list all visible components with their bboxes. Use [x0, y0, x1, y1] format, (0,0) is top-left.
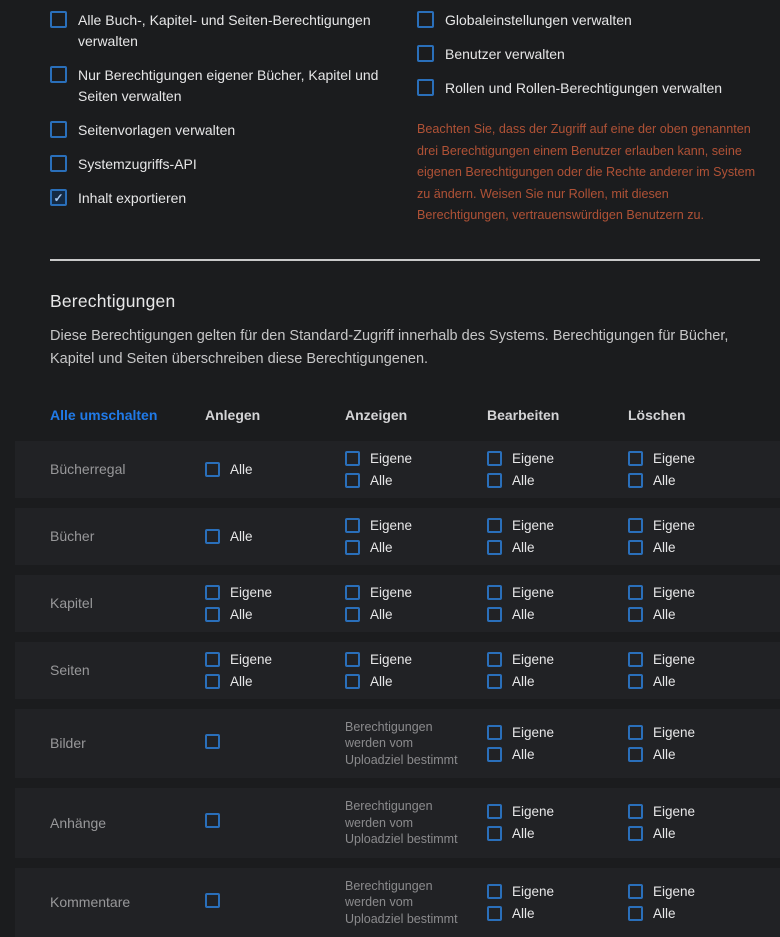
create-checkbox[interactable]: [205, 734, 220, 749]
table-row: [15, 868, 780, 937]
create-all-label[interactable]: Alle: [230, 607, 253, 622]
create-all[interactable]: [205, 529, 345, 544]
view-cell: [345, 798, 487, 848]
edit-cell: [487, 804, 628, 841]
table-row: [15, 441, 780, 498]
view-own[interactable]: [345, 451, 487, 466]
create-cell: [205, 733, 345, 754]
view-own-checkbox[interactable]: [345, 585, 360, 600]
upload-target-note: Berechtigungen werden vom Uploadziel bestimmt: [345, 798, 469, 848]
create-own-checkbox[interactable]: [205, 585, 220, 600]
view-all-checkbox[interactable]: [345, 540, 360, 555]
delete-all[interactable]: [628, 826, 780, 841]
edit-own-checkbox[interactable]: [487, 585, 502, 600]
system-permission-checkbox[interactable]: [417, 79, 434, 96]
delete-own-label[interactable]: Eigene: [653, 451, 695, 466]
system-permission-checkbox[interactable]: [50, 155, 67, 172]
system-permission-label[interactable]: Benutzer verwalten: [445, 44, 565, 65]
create-all-checkbox[interactable]: [205, 674, 220, 689]
view-all-checkbox[interactable]: [345, 607, 360, 622]
edit-own[interactable]: [487, 725, 628, 740]
edit-all-checkbox[interactable]: [487, 674, 502, 689]
delete-cell: [628, 652, 780, 689]
edit-own-label[interactable]: Eigene: [512, 518, 554, 533]
view-cell: [345, 719, 487, 769]
edit-own-checkbox[interactable]: [487, 518, 502, 533]
system-permission-label[interactable]: Inhalt exportieren: [78, 188, 186, 209]
edit-cell: [487, 652, 628, 689]
view-all-checkbox[interactable]: [345, 674, 360, 689]
system-permission-label[interactable]: Nur Berechtigungen eigener Bücher, Kapitel und Seiten verwalten: [78, 65, 390, 107]
delete-own[interactable]: [628, 451, 780, 466]
view-all[interactable]: [345, 674, 487, 689]
edit-own-label[interactable]: Eigene: [512, 804, 554, 819]
column-header-create: Anlegen: [205, 407, 345, 423]
delete-own-label[interactable]: Eigene: [653, 804, 695, 819]
create-all-label[interactable]: Alle: [230, 529, 253, 544]
delete-own-checkbox[interactable]: [628, 585, 643, 600]
delete-own-checkbox[interactable]: [628, 518, 643, 533]
create-checkbox[interactable]: [205, 893, 220, 908]
delete-own-label[interactable]: Eigene: [653, 518, 695, 533]
toggle-all-link[interactable]: Alle umschalten: [50, 407, 205, 423]
edit-all-label[interactable]: Alle: [512, 906, 535, 921]
edit-all[interactable]: [487, 906, 628, 921]
system-permission-checkbox[interactable]: [50, 189, 67, 206]
view-cell: [345, 518, 487, 555]
create-all[interactable]: [205, 607, 345, 622]
create-own-label[interactable]: Eigene: [230, 652, 272, 667]
create-all[interactable]: [205, 462, 345, 477]
view-own[interactable]: [345, 652, 487, 667]
delete-own-label[interactable]: Eigene: [653, 585, 695, 600]
delete-own[interactable]: [628, 518, 780, 533]
table-row: [15, 709, 780, 779]
view-all-label[interactable]: Alle: [370, 674, 393, 689]
entity-label: Anhänge: [50, 815, 205, 831]
entity-label: Kapitel: [50, 595, 205, 611]
delete-cell: [628, 804, 780, 841]
system-permission-label[interactable]: Systemzugriffs-API: [78, 154, 197, 175]
delete-cell: [628, 725, 780, 762]
delete-all-checkbox[interactable]: [628, 607, 643, 622]
system-permission-item[interactable]: [50, 65, 417, 107]
edit-own-checkbox[interactable]: [487, 652, 502, 667]
edit-own-label[interactable]: Eigene: [512, 884, 554, 899]
edit-all[interactable]: [487, 826, 628, 841]
table-header-row: [50, 407, 780, 423]
edit-all-label[interactable]: Alle: [512, 826, 535, 841]
column-header-view: Anzeigen: [345, 407, 487, 423]
view-own-label[interactable]: Eigene: [370, 652, 412, 667]
entity-label: Kommentare: [50, 894, 205, 910]
view-own-checkbox[interactable]: [345, 518, 360, 533]
upload-target-note: Berechtigungen werden vom Uploadziel bestimmt: [345, 719, 469, 769]
delete-all[interactable]: [628, 747, 780, 762]
create-all-checkbox[interactable]: [205, 529, 220, 544]
view-cell: [345, 652, 487, 689]
create-all-label[interactable]: Alle: [230, 462, 253, 477]
system-permissions-right-column: [417, 10, 762, 227]
delete-all-checkbox[interactable]: [628, 540, 643, 555]
edit-all-checkbox[interactable]: [487, 540, 502, 555]
edit-all[interactable]: [487, 540, 628, 555]
delete-own-checkbox[interactable]: [628, 725, 643, 740]
view-cell: [345, 878, 487, 928]
delete-own-label[interactable]: Eigene: [653, 652, 695, 667]
system-permission-label[interactable]: Globaleinstellungen verwalten: [445, 10, 632, 31]
delete-own[interactable]: [628, 652, 780, 667]
check-icon: ✓: [53, 192, 63, 204]
edit-all[interactable]: [487, 747, 628, 762]
delete-own-label[interactable]: Eigene: [653, 884, 695, 899]
edit-cell: [487, 518, 628, 555]
edit-all-label[interactable]: Alle: [512, 747, 535, 762]
edit-own[interactable]: [487, 518, 628, 533]
system-permission-checkbox[interactable]: [50, 11, 67, 28]
edit-cell: [487, 725, 628, 762]
system-permission-item[interactable]: [417, 44, 762, 65]
edit-all-label[interactable]: Alle: [512, 607, 535, 622]
delete-own[interactable]: [628, 884, 780, 899]
edit-all-checkbox[interactable]: [487, 607, 502, 622]
view-all-label[interactable]: Alle: [370, 473, 393, 488]
view-own-checkbox[interactable]: [345, 451, 360, 466]
system-permissions-right-list: [417, 10, 762, 99]
view-all-label[interactable]: Alle: [370, 607, 393, 622]
create-cell: [205, 529, 345, 544]
edit-own[interactable]: [487, 804, 628, 819]
table-body: [0, 441, 780, 937]
create-cell: [205, 812, 345, 833]
system-permission-label[interactable]: Rollen und Rollen-Berechtigungen verwalten: [445, 78, 722, 99]
edit-all[interactable]: [487, 607, 628, 622]
column-header-edit: Bearbeiten: [487, 407, 628, 423]
create-cell: [205, 585, 345, 622]
create-all-checkbox[interactable]: [205, 462, 220, 477]
entity-permissions-table: [0, 407, 780, 937]
permissions-heading: Berechtigungen: [50, 291, 760, 312]
edit-all[interactable]: [487, 674, 628, 689]
edit-own[interactable]: [487, 884, 628, 899]
delete-own[interactable]: [628, 804, 780, 819]
delete-own-checkbox[interactable]: [628, 804, 643, 819]
view-all[interactable]: [345, 607, 487, 622]
delete-all-checkbox[interactable]: [628, 747, 643, 762]
delete-all-label[interactable]: Alle: [653, 540, 676, 555]
delete-all-checkbox[interactable]: [628, 826, 643, 841]
system-permission-item[interactable]: [50, 120, 417, 141]
system-permission-checkbox[interactable]: [50, 121, 67, 138]
edit-own-checkbox[interactable]: [487, 804, 502, 819]
system-permissions-section: [0, 0, 780, 227]
edit-all-label[interactable]: Alle: [512, 674, 535, 689]
edit-cell: [487, 884, 628, 921]
create-all-checkbox[interactable]: [205, 607, 220, 622]
edit-own-label[interactable]: Eigene: [512, 652, 554, 667]
entity-label: Bilder: [50, 735, 205, 751]
create-all[interactable]: [205, 674, 345, 689]
edit-own[interactable]: [487, 451, 628, 466]
table-row: [15, 575, 780, 632]
edit-own-checkbox[interactable]: [487, 725, 502, 740]
entity-label: Seiten: [50, 662, 205, 678]
create-checkbox[interactable]: [205, 813, 220, 828]
edit-cell: [487, 451, 628, 488]
system-permission-label[interactable]: Alle Buch-, Kapitel- und Seiten-Berechtigungen verwalten: [78, 10, 390, 52]
delete-own-checkbox[interactable]: [628, 884, 643, 899]
view-all-label[interactable]: Alle: [370, 540, 393, 555]
table-row: [15, 508, 780, 565]
delete-all-label[interactable]: Alle: [653, 747, 676, 762]
delete-own[interactable]: [628, 585, 780, 600]
view-cell: [345, 585, 487, 622]
table-row: [15, 642, 780, 699]
view-cell: [345, 451, 487, 488]
system-permission-item[interactable]: [417, 10, 762, 31]
system-permission-checkbox[interactable]: [417, 11, 434, 28]
system-permissions-left-column: [50, 10, 417, 227]
edit-own-label[interactable]: Eigene: [512, 725, 554, 740]
system-permission-item[interactable]: [417, 78, 762, 99]
entity-label: Bücher: [50, 528, 205, 544]
delete-all[interactable]: [628, 607, 780, 622]
view-own[interactable]: [345, 518, 487, 533]
view-all-checkbox[interactable]: [345, 473, 360, 488]
create-own-label[interactable]: Eigene: [230, 585, 272, 600]
system-permission-item[interactable]: [50, 10, 417, 52]
create-own[interactable]: [205, 585, 345, 600]
create-cell: [205, 652, 345, 689]
view-own-label[interactable]: Eigene: [370, 518, 412, 533]
delete-cell: [628, 451, 780, 488]
create-own-checkbox[interactable]: [205, 652, 220, 667]
edit-all[interactable]: [487, 473, 628, 488]
delete-all[interactable]: [628, 674, 780, 689]
delete-all-checkbox[interactable]: [628, 906, 643, 921]
view-own-label[interactable]: Eigene: [370, 585, 412, 600]
view-all[interactable]: [345, 473, 487, 488]
permissions-description: Diese Berechtigungen gelten für den Standard-Zugriff innerhalb des Systems. Berechtigungen für Bücher, Kapitel und Seiten überschreiben diese Berechtigungenen.: [50, 325, 750, 371]
system-permission-label[interactable]: Seitenvorlagen verwalten: [78, 120, 235, 141]
edit-own[interactable]: [487, 652, 628, 667]
edit-own-label[interactable]: Eigene: [512, 585, 554, 600]
permissions-warning-text: Beachten Sie, dass der Zugriff auf eine der oben genannten drei Berechtigungen einem Benutzer erlauben kann, seine eigenen Berechtigungen oder die Rechte anderer im System zu ändern. Weisen Sie nur Rollen, mit diesen Berechtigungen, vertrauenswürdigen Benutzern zu.: [417, 119, 762, 227]
delete-all-label[interactable]: Alle: [653, 607, 676, 622]
delete-all[interactable]: [628, 906, 780, 921]
delete-all-label[interactable]: Alle: [653, 473, 676, 488]
delete-cell: [628, 884, 780, 921]
column-header-delete: Löschen: [628, 407, 780, 423]
delete-all[interactable]: [628, 540, 780, 555]
edit-own-checkbox[interactable]: [487, 884, 502, 899]
delete-own-checkbox[interactable]: [628, 652, 643, 667]
create-cell: [205, 462, 345, 477]
edit-all-checkbox[interactable]: [487, 473, 502, 488]
system-permission-checkbox[interactable]: [50, 66, 67, 83]
delete-all-label[interactable]: Alle: [653, 826, 676, 841]
delete-all[interactable]: [628, 473, 780, 488]
section-divider: [50, 259, 760, 261]
edit-all-label[interactable]: Alle: [512, 473, 535, 488]
delete-all-checkbox[interactable]: [628, 674, 643, 689]
view-own-label[interactable]: Eigene: [370, 451, 412, 466]
view-own-checkbox[interactable]: [345, 652, 360, 667]
edit-all-checkbox[interactable]: [487, 747, 502, 762]
system-permission-item[interactable]: [50, 154, 417, 175]
edit-own[interactable]: [487, 585, 628, 600]
create-all-label[interactable]: Alle: [230, 674, 253, 689]
delete-cell: [628, 585, 780, 622]
edit-all-checkbox[interactable]: [487, 826, 502, 841]
edit-own-checkbox[interactable]: [487, 451, 502, 466]
delete-all-label[interactable]: Alle: [653, 674, 676, 689]
edit-all-checkbox[interactable]: [487, 906, 502, 921]
edit-own-label[interactable]: Eigene: [512, 451, 554, 466]
entity-label: Bücherregal: [50, 461, 205, 477]
delete-own-checkbox[interactable]: [628, 451, 643, 466]
system-permission-checkbox[interactable]: [417, 45, 434, 62]
create-cell: [205, 892, 345, 913]
delete-cell: [628, 518, 780, 555]
system-permission-item[interactable]: [50, 188, 417, 209]
view-own[interactable]: [345, 585, 487, 600]
view-all[interactable]: [345, 540, 487, 555]
create-own[interactable]: [205, 652, 345, 667]
delete-own-label[interactable]: Eigene: [653, 725, 695, 740]
delete-all-checkbox[interactable]: [628, 473, 643, 488]
delete-all-label[interactable]: Alle: [653, 906, 676, 921]
table-row: [15, 788, 780, 858]
delete-own[interactable]: [628, 725, 780, 740]
edit-cell: [487, 585, 628, 622]
upload-target-note: Berechtigungen werden vom Uploadziel bestimmt: [345, 878, 469, 928]
edit-all-label[interactable]: Alle: [512, 540, 535, 555]
